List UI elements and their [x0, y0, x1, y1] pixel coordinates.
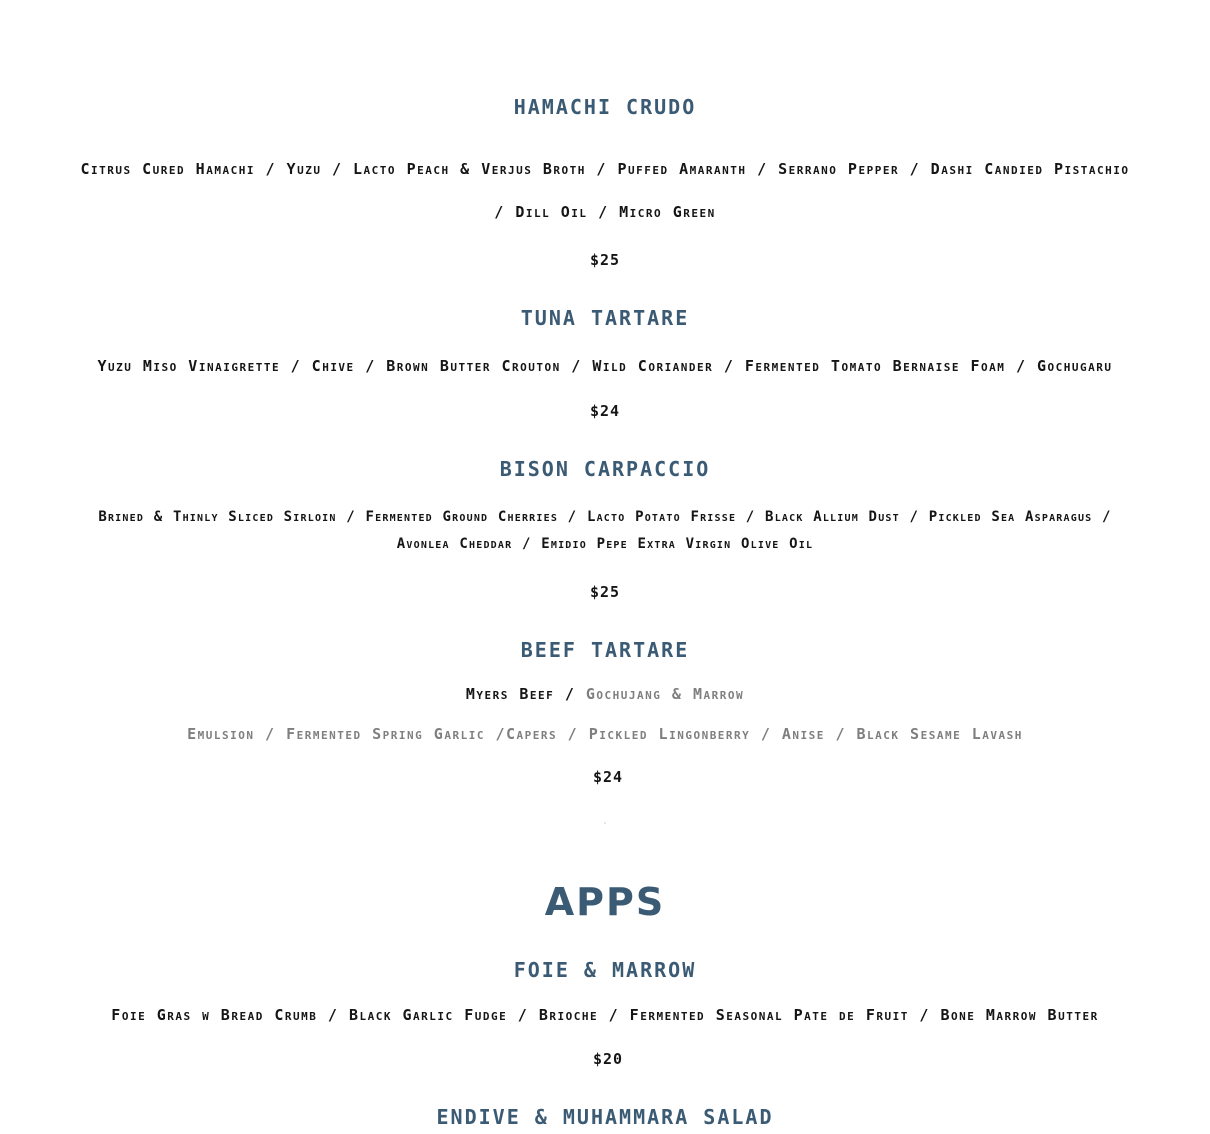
- item-description-foie-marrow: Foie Gras w Bread Crumb / Black Garlic Fudge / Brioche / Fermented Seasonal Pate de Fruit / Bone Marrow Butter: [111, 1006, 1099, 1024]
- item-price-hamachi-crudo: $25: [589, 251, 621, 269]
- item-title-foie-marrow: FOIE & MARROW: [513, 958, 697, 982]
- item-description-beef-tartare-line-2: Emulsion / Fermented Spring Garlic /Capers / Pickled Lingonberry / Anise / Black Sesame Lavash: [187, 725, 1023, 743]
- item-title-tuna-tartare: TUNA TARTARE: [520, 306, 690, 330]
- item-description-bison-carpaccio-line-2: Avonlea Cheddar / Emidio Pepe Extra Virgin Olive Oil: [396, 536, 814, 552]
- item-description-tuna-tartare: Yuzu Miso Vinaigrette / Chive / Brown Butter Crouton / Wild Coriander / Fermented Tomato Bernaise Foam / Gochugaru: [97, 357, 1113, 375]
- item-title-beef-tartare: BEEF TARTARE: [520, 638, 690, 662]
- item-description-beef-tartare-grey: Gochujang & Marrow: [585, 685, 745, 703]
- item-description-hamachi-crudo-line-1: Citrus Cured Hamachi / Yuzu / Lacto Peach & Verjus Broth / Puffed Amaranth / Serrano Pepper / Dashi Candied Pistachio: [80, 160, 1130, 178]
- item-description-hamachi-crudo-line-2: / Dill Oil / Micro Green: [494, 203, 716, 221]
- section-title-apps: APPS: [544, 880, 666, 924]
- item-description-beef-tartare-dark: Myers Beef /: [465, 685, 576, 703]
- item-price-foie-marrow: $20: [592, 1050, 624, 1068]
- item-price-beef-tartare: $24: [592, 768, 624, 786]
- item-price-bison-carpaccio: $25: [589, 583, 621, 601]
- item-description-bison-carpaccio-line-1: Brined & Thinly Sliced Sirloin / Fermented Ground Cherries / Lacto Potato Frisse / Black Allium Dust / Pickled Sea Asparagus /: [98, 509, 1112, 525]
- item-title-bison-carpaccio: BISON CARPACCIO: [499, 457, 711, 481]
- item-description-beef-tartare-line-1: [0, 685, 1210, 703]
- item-title-hamachi-crudo: HAMACHI CRUDO: [513, 95, 697, 119]
- decorative-dot: [604, 822, 606, 824]
- item-title-endive-muhammara-salad: ENDIVE & MUHAMMARA SALAD: [436, 1105, 774, 1129]
- item-price-tuna-tartare: $24: [589, 402, 621, 420]
